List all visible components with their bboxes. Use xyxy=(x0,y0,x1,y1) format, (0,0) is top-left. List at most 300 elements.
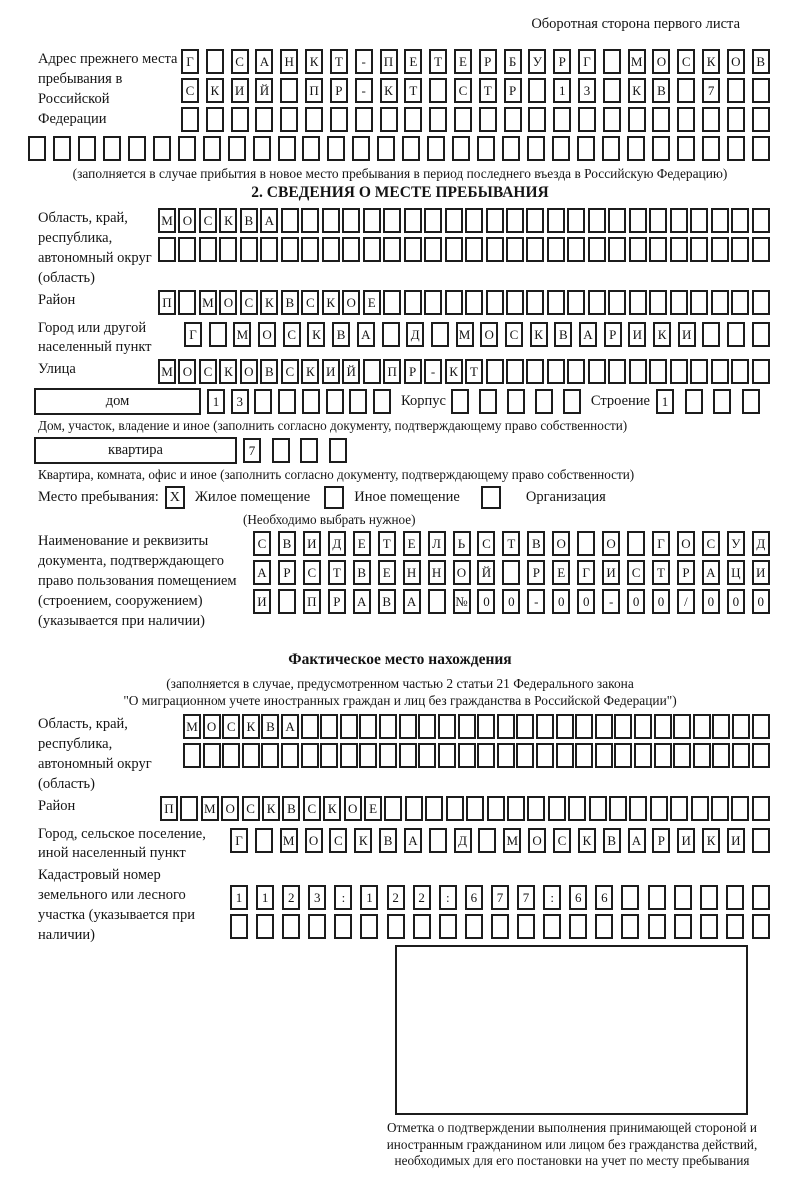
char-cell: О xyxy=(344,796,362,821)
char-cell: О xyxy=(453,560,471,585)
char-cell: Е xyxy=(378,560,396,585)
char-cell xyxy=(621,914,639,939)
district-block xyxy=(8,290,792,319)
char-cell: С xyxy=(303,560,321,585)
char-cell: С xyxy=(199,208,217,233)
char-cell: 2 xyxy=(387,885,405,910)
char-cell xyxy=(240,237,258,262)
cadastral-row-2 xyxy=(230,914,770,939)
char-cell xyxy=(575,743,593,768)
char-cell xyxy=(78,136,96,161)
char-cell: К xyxy=(322,290,340,315)
char-cell: Е xyxy=(403,531,421,556)
char-cell: 3 xyxy=(231,389,249,414)
char-cell xyxy=(690,208,708,233)
char-cell xyxy=(693,714,711,739)
char-cell xyxy=(206,107,224,132)
city-row xyxy=(184,322,770,347)
actual-region-label: Область, край, республика, автономный округ (область) xyxy=(38,716,152,792)
char-cell: 3 xyxy=(578,78,596,103)
char-cell xyxy=(752,796,770,821)
page-side-note: Оборотная сторона первого листа xyxy=(531,16,740,32)
char-cell xyxy=(673,714,691,739)
char-cell xyxy=(380,107,398,132)
char-cell: 0 xyxy=(727,589,745,614)
char-cell: К xyxy=(305,49,323,74)
char-cell xyxy=(693,743,711,768)
char-cell: С xyxy=(329,828,347,853)
char-cell xyxy=(128,136,146,161)
char-cell xyxy=(230,914,248,939)
char-cell xyxy=(330,107,348,132)
char-cell xyxy=(507,796,525,821)
char-cell xyxy=(282,914,300,939)
char-cell: С xyxy=(627,560,645,585)
char-cell: О xyxy=(528,828,546,853)
char-cell: 1 xyxy=(230,885,248,910)
stroenie-cells xyxy=(656,389,760,414)
char-cell xyxy=(486,237,504,262)
char-cell: К xyxy=(242,714,260,739)
char-cell: В xyxy=(260,359,278,384)
char-cell xyxy=(589,796,607,821)
char-cell: А xyxy=(281,714,299,739)
char-cell xyxy=(603,49,621,74)
prev-address-label: Адрес прежнего места пребывания в Российской Федерации xyxy=(38,51,178,127)
char-cell xyxy=(727,322,745,347)
char-cell xyxy=(752,714,770,739)
char-cell xyxy=(713,389,731,414)
char-cell xyxy=(752,322,770,347)
char-cell xyxy=(153,136,171,161)
char-cell xyxy=(526,359,544,384)
char-cell xyxy=(278,389,296,414)
char-cell xyxy=(261,743,279,768)
char-cell xyxy=(752,136,770,161)
district-label: Район xyxy=(38,292,76,308)
char-cell: А xyxy=(253,560,271,585)
actual-city-row xyxy=(230,828,770,853)
char-cell xyxy=(502,136,520,161)
char-cell xyxy=(629,796,647,821)
char-cell: Л xyxy=(428,531,446,556)
char-cell xyxy=(445,237,463,262)
char-cell xyxy=(690,290,708,315)
char-cell: О xyxy=(178,359,196,384)
char-cell: Р xyxy=(504,78,522,103)
char-cell: 0 xyxy=(477,589,495,614)
cadastral-rows xyxy=(230,885,770,943)
char-cell: Й xyxy=(342,359,360,384)
char-cell xyxy=(429,828,447,853)
char-cell: - xyxy=(527,589,545,614)
char-cell xyxy=(478,828,496,853)
checkbox-organization xyxy=(481,486,501,509)
char-cell: № xyxy=(453,589,471,614)
char-cell xyxy=(438,743,456,768)
char-cell: Н xyxy=(403,560,421,585)
char-cell: К xyxy=(219,208,237,233)
char-cell: Е xyxy=(404,49,422,74)
char-cell xyxy=(466,796,484,821)
char-cell xyxy=(700,914,718,939)
char-cell xyxy=(629,208,647,233)
char-cell xyxy=(526,208,544,233)
char-cell xyxy=(516,714,534,739)
actual-location-title: Фактическое место нахождения xyxy=(288,651,512,668)
char-cell xyxy=(206,49,224,74)
char-cell xyxy=(363,359,381,384)
char-cell: В xyxy=(554,322,572,347)
char-cell xyxy=(300,438,318,463)
char-cell xyxy=(280,78,298,103)
char-cell xyxy=(629,359,647,384)
char-cell xyxy=(567,359,585,384)
char-cell xyxy=(670,237,688,262)
char-cell: - xyxy=(355,49,373,74)
char-cell: С xyxy=(231,49,249,74)
char-cell xyxy=(567,290,585,315)
char-cell xyxy=(103,136,121,161)
actual-city-label: Город, сельское поселение, иной населенный пункт xyxy=(38,826,206,861)
char-cell xyxy=(487,796,505,821)
char-cell xyxy=(272,438,290,463)
char-cell: И xyxy=(727,828,745,853)
char-cell: К xyxy=(260,290,278,315)
char-cell: Г xyxy=(652,531,670,556)
char-cell: О xyxy=(552,531,570,556)
char-cell xyxy=(547,237,565,262)
char-cell: М xyxy=(233,322,251,347)
char-cell xyxy=(712,743,730,768)
char-cell: Й xyxy=(255,78,273,103)
char-cell xyxy=(301,237,319,262)
char-cell xyxy=(677,107,695,132)
char-cell: Д xyxy=(454,828,472,853)
char-cell xyxy=(563,389,581,414)
char-cell: О xyxy=(203,714,221,739)
char-cell: Т xyxy=(652,560,670,585)
char-cell: М xyxy=(158,208,176,233)
char-cell xyxy=(547,208,565,233)
char-cell xyxy=(327,136,345,161)
char-cell xyxy=(429,78,447,103)
char-cell xyxy=(711,208,729,233)
char-cell xyxy=(255,107,273,132)
char-cell xyxy=(674,914,692,939)
region-block xyxy=(8,208,792,290)
char-cell xyxy=(677,78,695,103)
document-row-2 xyxy=(253,560,770,585)
char-cell: С xyxy=(477,531,495,556)
char-cell xyxy=(588,208,606,233)
char-cell xyxy=(373,389,391,414)
char-cell xyxy=(752,290,770,315)
stay-type-row xyxy=(38,486,792,509)
char-cell: В xyxy=(527,531,545,556)
char-cell: У xyxy=(727,531,745,556)
char-cell xyxy=(253,136,271,161)
char-cell xyxy=(383,208,401,233)
char-cell xyxy=(752,885,770,910)
document-rows xyxy=(253,531,770,618)
char-cell xyxy=(451,389,469,414)
char-cell xyxy=(502,560,520,585)
char-cell xyxy=(614,743,632,768)
char-cell xyxy=(278,136,296,161)
char-cell: Р xyxy=(328,589,346,614)
char-cell: К xyxy=(323,796,341,821)
char-cell xyxy=(352,136,370,161)
char-cell: К xyxy=(530,322,548,347)
char-cell xyxy=(280,107,298,132)
char-cell: Ь xyxy=(453,531,471,556)
char-cell: Р xyxy=(677,560,695,585)
char-cell: : xyxy=(543,885,561,910)
char-cell xyxy=(595,743,613,768)
char-cell: С xyxy=(181,78,199,103)
char-cell xyxy=(28,136,46,161)
actual-location-note-1: (заполняется в случае, предусмотренном частью 2 статьи 21 Федерального закона xyxy=(166,676,634,691)
char-cell: О xyxy=(602,531,620,556)
house-number-cells xyxy=(207,389,391,414)
char-cell: Р xyxy=(330,78,348,103)
section2-title: 2. СВЕДЕНИЯ О МЕСТЕ ПРЕБЫВАНИЯ xyxy=(251,184,549,201)
char-cell xyxy=(506,290,524,315)
char-cell: Р xyxy=(278,560,296,585)
char-cell xyxy=(731,796,749,821)
korpus-cells xyxy=(451,389,581,414)
char-cell xyxy=(429,107,447,132)
char-cell xyxy=(603,107,621,132)
char-cell xyxy=(465,290,483,315)
char-cell xyxy=(711,237,729,262)
char-cell xyxy=(363,208,381,233)
char-cell: К xyxy=(301,359,319,384)
char-cell xyxy=(486,290,504,315)
char-cell xyxy=(649,359,667,384)
char-cell: П xyxy=(383,359,401,384)
char-cell: М xyxy=(183,714,201,739)
char-cell xyxy=(384,796,402,821)
char-cell xyxy=(726,914,744,939)
actual-district-row xyxy=(160,796,770,821)
char-cell xyxy=(670,359,688,384)
char-cell xyxy=(711,796,729,821)
char-cell xyxy=(608,208,626,233)
street-row xyxy=(158,359,770,384)
char-cell: С xyxy=(505,322,523,347)
char-cell xyxy=(711,290,729,315)
char-cell xyxy=(404,107,422,132)
char-cell: Д xyxy=(752,531,770,556)
char-cell: Р xyxy=(553,49,571,74)
char-cell xyxy=(382,322,400,347)
char-cell: 0 xyxy=(652,589,670,614)
char-cell xyxy=(648,885,666,910)
char-cell: К xyxy=(262,796,280,821)
char-cell xyxy=(567,208,585,233)
char-cell: В xyxy=(281,290,299,315)
char-cell: С xyxy=(281,359,299,384)
char-cell: 3 xyxy=(308,885,326,910)
char-cell xyxy=(577,531,595,556)
char-cell: С xyxy=(553,828,571,853)
char-cell: 7 xyxy=(702,78,720,103)
char-cell xyxy=(302,136,320,161)
stamp-caption: Отметка о подтверждении выполнения принимающей стороной и иностранным гражданином или лицом без гражданства действий, необходимых для его постановки на учет по месту пребывания xyxy=(386,1120,758,1168)
char-cell xyxy=(731,208,749,233)
char-cell xyxy=(556,743,574,768)
char-cell: Т xyxy=(502,531,520,556)
char-cell xyxy=(418,743,436,768)
char-cell xyxy=(402,136,420,161)
char-cell xyxy=(603,78,621,103)
char-cell: - xyxy=(602,589,620,614)
char-cell: 1 xyxy=(656,389,674,414)
char-cell xyxy=(404,237,422,262)
char-cell xyxy=(383,290,401,315)
char-cell xyxy=(431,322,449,347)
prev-address-block xyxy=(8,49,792,136)
char-cell: А xyxy=(353,589,371,614)
char-cell xyxy=(254,389,272,414)
house-type-box xyxy=(34,388,201,415)
char-cell xyxy=(320,714,338,739)
char-cell xyxy=(517,914,535,939)
char-cell: Д xyxy=(406,322,424,347)
char-cell xyxy=(527,796,545,821)
actual-region-block xyxy=(8,714,792,796)
char-cell xyxy=(595,914,613,939)
char-cell: К xyxy=(354,828,372,853)
char-cell xyxy=(301,714,319,739)
char-cell xyxy=(654,743,672,768)
char-cell: 2 xyxy=(413,885,431,910)
char-cell xyxy=(301,743,319,768)
char-cell xyxy=(752,359,770,384)
actual-region-rows xyxy=(183,714,770,772)
char-cell xyxy=(536,743,554,768)
char-cell xyxy=(621,885,639,910)
char-cell xyxy=(349,389,367,414)
char-cell xyxy=(726,885,744,910)
char-cell: Р xyxy=(404,359,422,384)
char-cell: - xyxy=(424,359,442,384)
char-cell: : xyxy=(334,885,352,910)
char-cell: Е xyxy=(364,796,382,821)
char-cell: 7 xyxy=(491,885,509,910)
char-cell xyxy=(497,714,515,739)
char-cell: К xyxy=(307,322,325,347)
char-cell: И xyxy=(677,828,695,853)
char-cell xyxy=(424,237,442,262)
char-cell xyxy=(608,359,626,384)
char-cell: Т xyxy=(479,78,497,103)
char-cell: Г xyxy=(184,322,202,347)
char-cell xyxy=(379,743,397,768)
char-cell: Т xyxy=(330,49,348,74)
char-cell: С xyxy=(303,796,321,821)
char-cell xyxy=(629,290,647,315)
char-cell: М xyxy=(280,828,298,853)
char-cell: Р xyxy=(479,49,497,74)
char-cell: В xyxy=(278,531,296,556)
char-cell: Й xyxy=(477,560,495,585)
char-cell xyxy=(256,914,274,939)
char-cell: С xyxy=(283,322,301,347)
char-cell xyxy=(486,208,504,233)
char-cell: Т xyxy=(378,531,396,556)
char-cell xyxy=(329,438,347,463)
char-cell xyxy=(404,208,422,233)
region-row-1 xyxy=(158,208,770,233)
char-cell: С xyxy=(301,290,319,315)
char-cell: В xyxy=(282,796,300,821)
char-cell: И xyxy=(303,531,321,556)
char-cell xyxy=(649,237,667,262)
char-cell xyxy=(685,389,703,414)
district-row xyxy=(158,290,770,315)
char-cell: Е xyxy=(552,560,570,585)
char-cell xyxy=(454,107,472,132)
char-cell xyxy=(504,107,522,132)
char-cell xyxy=(178,136,196,161)
char-cell xyxy=(670,796,688,821)
char-cell: В xyxy=(379,828,397,853)
option-other-premises-label: Иное помещение xyxy=(354,489,460,505)
char-cell: В xyxy=(603,828,621,853)
char-cell: 6 xyxy=(569,885,587,910)
char-cell xyxy=(536,714,554,739)
char-cell xyxy=(405,796,423,821)
char-cell xyxy=(506,359,524,384)
char-cell: Н xyxy=(428,560,446,585)
stamp-box xyxy=(395,945,748,1115)
char-cell xyxy=(588,290,606,315)
char-cell xyxy=(281,237,299,262)
char-cell xyxy=(690,359,708,384)
cadastral-label: Кадастровый номер земельного или лесного участка (указывается при наличии) xyxy=(38,867,195,943)
char-cell xyxy=(308,914,326,939)
char-cell xyxy=(608,290,626,315)
char-cell: 6 xyxy=(595,885,613,910)
option-organization-label: Организация xyxy=(525,489,606,505)
char-cell: В xyxy=(752,49,770,74)
char-cell: А xyxy=(403,589,421,614)
char-cell xyxy=(479,107,497,132)
char-cell: П xyxy=(160,796,178,821)
char-cell: / xyxy=(677,589,695,614)
char-cell: : xyxy=(439,885,457,910)
char-cell xyxy=(649,290,667,315)
char-cell xyxy=(731,290,749,315)
char-cell xyxy=(413,914,431,939)
char-cell xyxy=(404,290,422,315)
char-cell xyxy=(552,136,570,161)
char-cell: К xyxy=(702,828,720,853)
char-cell: 2 xyxy=(282,885,300,910)
char-cell xyxy=(731,359,749,384)
char-cell xyxy=(547,359,565,384)
char-cell: А xyxy=(404,828,422,853)
house-row xyxy=(34,388,792,415)
stay-type-label: Место пребывания: xyxy=(38,489,159,505)
char-cell xyxy=(178,237,196,262)
char-cell xyxy=(595,714,613,739)
char-cell xyxy=(547,290,565,315)
char-cell xyxy=(387,914,405,939)
